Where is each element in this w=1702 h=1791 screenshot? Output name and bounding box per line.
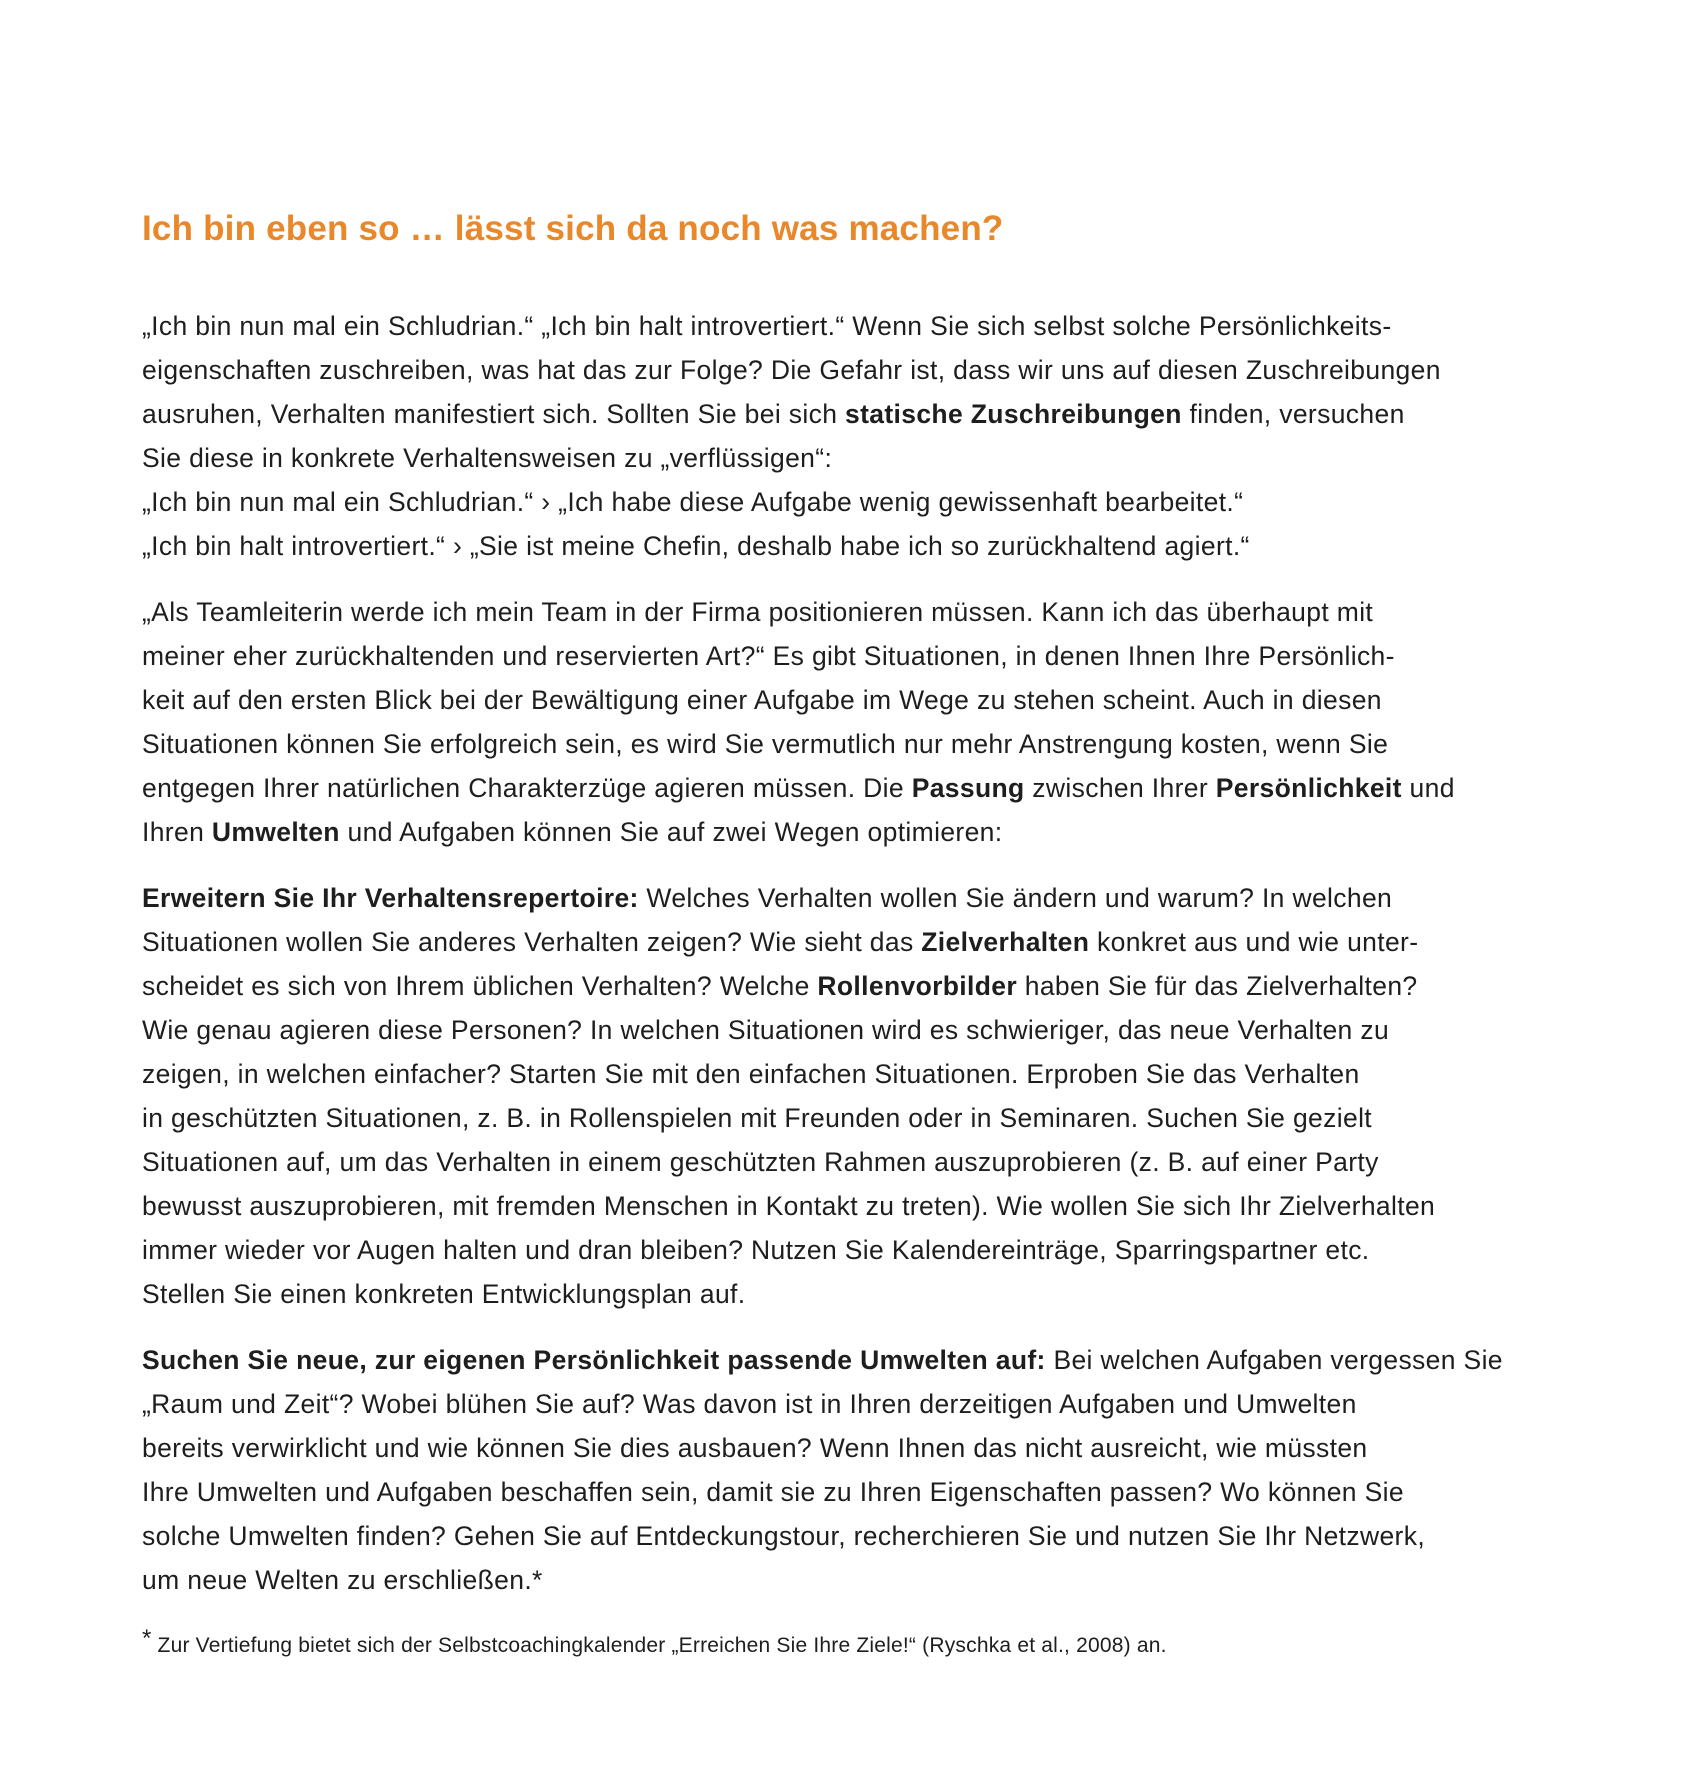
text-run: und Aufgaben können Sie auf zwei Wegen optimieren: [339, 817, 1003, 847]
text-line: „Raum und Zeit“? Wobei blühen Sie auf? Was davon ist in Ihren derzeitigen Aufgaben und Umwelten [142, 1389, 1357, 1419]
text-line: in geschützten Situationen, z. B. in Rollenspielen mit Freunden oder in Seminaren. Suchen Sie gezielt [142, 1103, 1373, 1133]
text-line: Situationen können Sie erfolgreich sein, es wird Sie vermutlich nur mehr Anstrengung kosten, wenn Sie [142, 729, 1389, 759]
text-line [142, 920, 1572, 964]
paragraph-environments [142, 1338, 1572, 1602]
text-line [142, 392, 1572, 436]
example-line: „Ich bin halt introvertiert.“ › „Sie ist meine Chefin, deshalb habe ich so zurückhaltend agiert.“ [142, 531, 1250, 561]
footnote-text: Zur Vertiefung bietet sich der Selbstcoachingkalender „Erreichen Sie Ihre Ziele!“ (Ryschka et al., 2008) an. [157, 1634, 1167, 1657]
page-content [142, 206, 1572, 1661]
section-lead: Erweitern Sie Ihr Verhaltensrepertoire: [142, 883, 639, 913]
text-line: bewusst auszuprobieren, mit fremden Menschen in Kontakt zu treten). Wie wollen Sie sich Ihr Zielverhalten [142, 1191, 1436, 1221]
footnote-marker: * [142, 1625, 152, 1652]
paragraph-repertoire [142, 876, 1572, 1316]
text-run: finden, versuchen [1181, 399, 1405, 429]
bold-term: Persönlichkeit [1215, 773, 1402, 803]
text-line: „Als Teamleiterin werde ich mein Team in der Firma positionieren müssen. Kann ich das überhaupt mit [142, 597, 1374, 627]
text-run: Welches Verhalten wollen Sie ändern und warum? In welchen [638, 883, 1393, 913]
example-line: „Ich bin nun mal ein Schludrian.“ › „Ich habe diese Aufgabe wenig gewissenhaft bearbeitet.“ [142, 487, 1244, 517]
text-run: entgegen Ihrer natürlichen Charakterzüge agieren müssen. Die [142, 773, 912, 803]
text-line [142, 876, 1572, 920]
bold-term: Zielverhalten [921, 927, 1090, 957]
text-line: solche Umwelten finden? Gehen Sie auf Entdeckungstour, recherchieren Sie und nutzen Sie Ihr Netzwerk, [142, 1521, 1426, 1551]
text-line: immer wieder vor Augen halten und dran bleiben? Nutzen Sie Kalendereinträge, Sparringspartner etc. [142, 1235, 1370, 1265]
bold-term: Rollenvorbilder [817, 971, 1018, 1001]
text-line: Ihre Umwelten und Aufgaben beschaffen sein, damit sie zu Ihren Eigenschaften passen? Wo können Sie [142, 1477, 1404, 1507]
text-run: Bei welchen Aufgaben vergessen Sie [1045, 1345, 1503, 1375]
text-run: Ihren [142, 817, 212, 847]
section-lead: Suchen Sie neue, zur eigenen Persönlichkeit passende Umwelten auf: [142, 1345, 1046, 1375]
text-line: Wie genau agieren diese Personen? In welchen Situationen wird es schwieriger, das neue Verhalten zu [142, 1015, 1390, 1045]
text-line: „Ich bin nun mal ein Schludrian.“ „Ich bin halt introvertiert.“ Wenn Sie sich selbst solche Persönlichkeits- [142, 311, 1392, 341]
page-title: Ich bin eben so … lässt sich da noch was machen? [142, 209, 1004, 248]
footnote [142, 1624, 1572, 1661]
paragraph-teamleader [142, 590, 1572, 854]
text-run: zwischen Ihrer [1024, 773, 1216, 803]
text-line: zeigen, in welchen einfacher? Starten Sie mit den einfachen Situationen. Erproben Sie das Verhalten [142, 1059, 1360, 1089]
bold-term: Umwelten [211, 817, 340, 847]
text-line [142, 964, 1572, 1008]
text-line: Sie diese in konkrete Verhaltensweisen zu „verflüssigen“: [142, 443, 833, 473]
text-line [142, 766, 1572, 810]
text-line: keit auf den ersten Blick bei der Bewältigung einer Aufgabe im Wege zu stehen scheint. Auch in diesen [142, 685, 1382, 715]
text-run: konkret aus und wie unter- [1089, 927, 1419, 957]
text-line: Stellen Sie einen konkreten Entwicklungsplan auf. [142, 1279, 746, 1309]
text-line: eigenschaften zuschreiben, was hat das zur Folge? Die Gefahr ist, dass wir uns auf diesen Zuschreibungen [142, 355, 1441, 385]
text-line [142, 1338, 1572, 1382]
paragraph-intro [142, 304, 1572, 568]
text-line [142, 810, 1572, 854]
text-line: Situationen auf, um das Verhalten in einem geschützten Rahmen auszuprobieren (z. B. auf einer Party [142, 1147, 1379, 1177]
text-line: um neue Welten zu erschließen.* [142, 1565, 543, 1595]
text-run: und [1401, 773, 1455, 803]
text-run: Situationen wollen Sie anderes Verhalten zeigen? Wie sieht das [142, 927, 922, 957]
text-run: scheidet es sich von Ihrem üblichen Verhalten? Welche [142, 971, 818, 1001]
bold-term: Passung [911, 773, 1025, 803]
text-run: haben Sie für das Zielverhalten? [1017, 971, 1418, 1001]
text-line: bereits verwirklicht und wie können Sie dies ausbauen? Wenn Ihnen das nicht ausreicht, wie müssten [142, 1433, 1368, 1463]
text-run: ausruhen, Verhalten manifestiert sich. Sollten Sie bei sich [142, 399, 846, 429]
bold-term: statische Zuschreibungen [845, 399, 1182, 429]
text-line: meiner eher zurückhaltenden und reservierten Art?“ Es gibt Situationen, in denen Ihnen Ihre Persönlich- [142, 641, 1395, 671]
